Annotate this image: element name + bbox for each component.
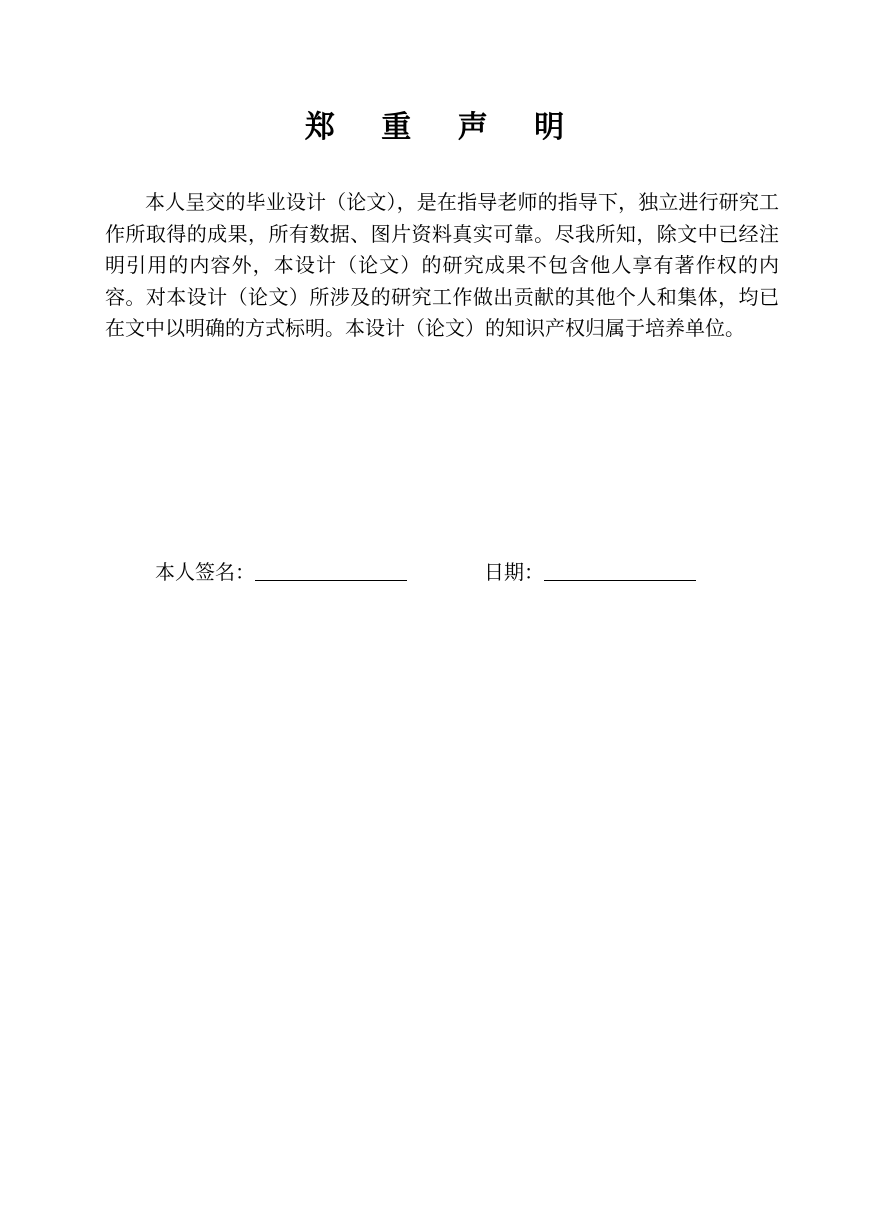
page-title: 郑 重 声 明 <box>304 110 583 145</box>
signature-blank-line[interactable] <box>255 558 407 581</box>
signature-label: 本人签名： <box>155 560 255 584</box>
date-group <box>484 558 696 586</box>
declaration-paragraph: 本人呈交的毕业设计（论文），是在指导老师的指导下，独立进行研究工作所取得的成果，所有数据、图片资料真实可靠。尽我所知，除文中已经注明引用的内容外，本设计（论文）的研究成果不包含他人享有著作权的内容。对本设计（论文）所涉及的研究工作做出贡献的其他个人和集体，均已在文中以明确的方式标明。本设计（论文）的知识产权归属于培养单位。 <box>105 190 779 340</box>
signature-group <box>155 558 407 586</box>
date-label: 日期： <box>484 560 544 584</box>
date-blank-line[interactable] <box>544 558 696 581</box>
signature-row <box>155 558 755 586</box>
